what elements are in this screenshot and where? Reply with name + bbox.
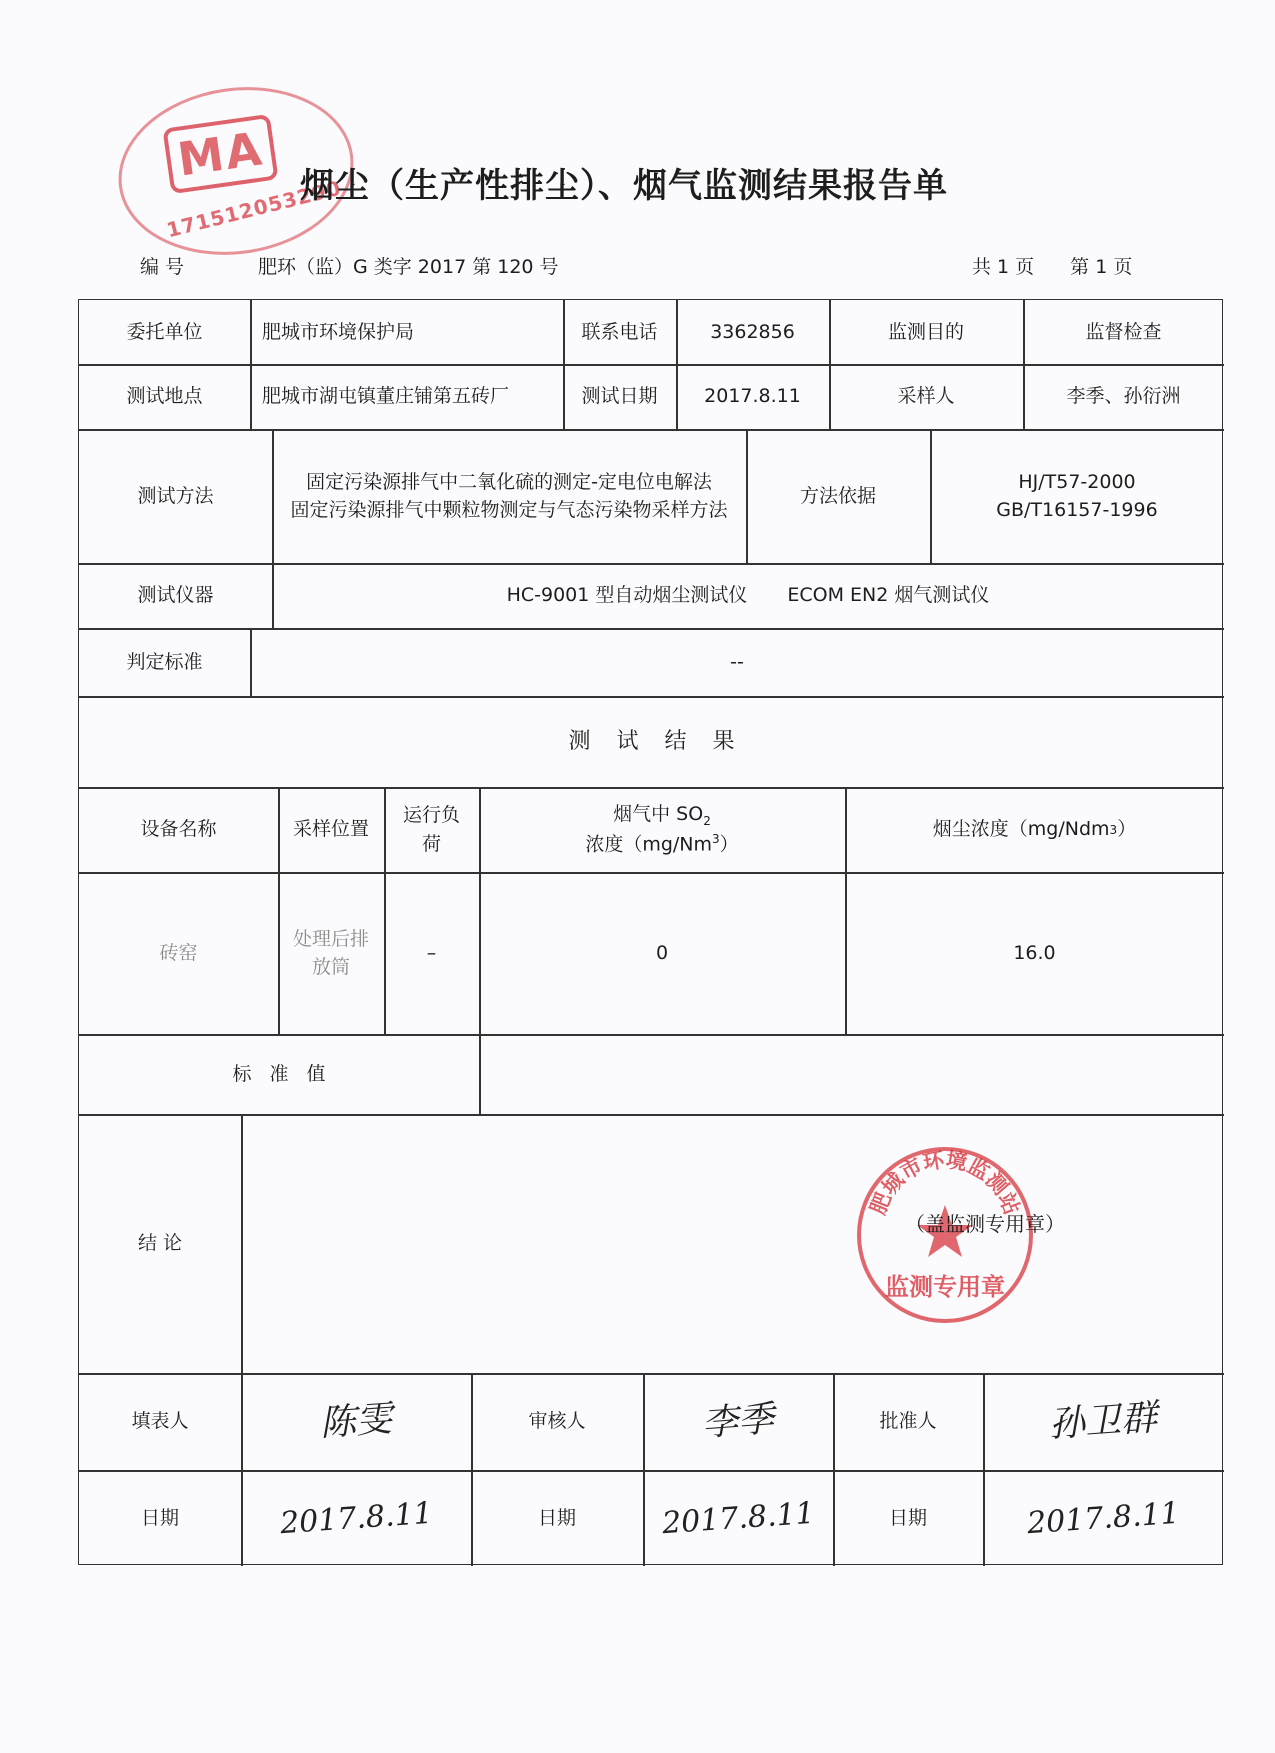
- th-dust-a: 烟尘浓度（mg/Ndm: [932, 818, 1110, 841]
- sampler-label: 采样人: [897, 385, 955, 408]
- method-basis: [930, 429, 1224, 563]
- td-position-line-2: 放筒: [311, 956, 350, 978]
- judgement-standard-value: --: [730, 650, 744, 673]
- method-label: 测试方法: [137, 484, 214, 507]
- td-so2: 0: [655, 941, 669, 964]
- th-dust-b: ）: [1117, 818, 1137, 841]
- seal-note: （盖监测专用章）: [905, 1212, 1065, 1236]
- report-title: 烟尘（生产性排尘）、烟气监测结果报告单: [300, 166, 948, 206]
- td-position-line-1: 处理后排: [292, 927, 369, 950]
- purpose-label: 监测目的: [887, 320, 964, 343]
- th-load-line-2: 荷: [421, 832, 441, 855]
- th-device: 设备名称: [140, 818, 217, 841]
- approver-signature: 孙卫群: [1048, 1396, 1159, 1446]
- th-so2-prefix: 烟气中 SO: [613, 803, 704, 826]
- filler-signature: 陈雯: [318, 1398, 394, 1444]
- instrument-1: HC-9001 型自动烟尘测试仪: [506, 584, 748, 607]
- method-line-2: 固定污染源排气中颗粒物测定与气态污染物采样方法: [290, 499, 728, 521]
- test-date-value: 2017.8.11: [704, 385, 801, 408]
- page-count: [972, 252, 1168, 279]
- reviewer-signature: 李季: [700, 1398, 776, 1444]
- ma-number: 171512053290: [164, 175, 344, 243]
- date-value-1: 2017.8.11: [278, 1495, 434, 1541]
- date-label-2: 日期: [537, 1506, 576, 1529]
- td-position: [278, 872, 384, 1034]
- results-heading: 测试结果: [568, 729, 761, 754]
- reviewer-signature-cell: [643, 1373, 833, 1470]
- site-value: 肥城市湖屯镇董庄铺第五砖厂: [262, 385, 510, 408]
- th-dust-sup: 3: [1109, 822, 1118, 837]
- date-value-3: 2017.8.11: [1026, 1495, 1181, 1541]
- filler-label: 填表人: [131, 1410, 189, 1433]
- seal-top-text: 肥城市环境监测站: [865, 1147, 1025, 1218]
- instrument-2: ECOM EN2 烟气测试仪: [787, 584, 990, 607]
- date-cell-3: [983, 1470, 1224, 1566]
- method-line-1: 固定污染源排气中二氧化硫的测定-定电位电解法: [306, 470, 712, 493]
- method-basis-1: HJ/T57-2000: [1018, 470, 1136, 493]
- th-so2-sub: 2: [703, 813, 711, 828]
- method-basis-label: 方法依据: [799, 484, 876, 507]
- standard-value-label: 标准值: [232, 1062, 344, 1085]
- date-label-3: 日期: [888, 1506, 927, 1529]
- td-dust: 16.0: [1013, 941, 1056, 964]
- th-so2-line-1: [613, 800, 711, 830]
- approver-label: 批准人: [879, 1410, 937, 1433]
- th-dust: [845, 787, 1224, 872]
- instrument-value: [272, 563, 1224, 628]
- th-so2-unit-b: ）: [719, 833, 739, 856]
- th-position: 采样位置: [292, 818, 369, 841]
- client-label: 委托单位: [126, 320, 203, 343]
- purpose-value: 监督检查: [1085, 320, 1162, 343]
- filler-signature-cell: [241, 1373, 471, 1470]
- date-cell-2: [643, 1470, 833, 1566]
- method-basis-2: GB/T16157-1996: [996, 499, 1158, 521]
- report-form: [78, 299, 1223, 1565]
- instrument-label: 测试仪器: [137, 584, 214, 607]
- th-so2-unit-a: 浓度（mg/Nm: [585, 833, 713, 856]
- client-value: 肥城市环境保护局: [262, 320, 415, 343]
- th-load: [384, 787, 479, 872]
- sampler-value: 李季、孙衍洲: [1066, 385, 1181, 408]
- test-date-label: 测试日期: [581, 385, 658, 408]
- serial-value: 肥环（监）G 类字 2017 第 120 号: [258, 256, 559, 278]
- serial-label: 编 号: [140, 256, 185, 278]
- approver-signature-cell: [983, 1373, 1224, 1470]
- td-load: –: [426, 941, 437, 964]
- td-device: 砖窑: [159, 941, 198, 964]
- ma-mark: MA: [162, 114, 278, 194]
- th-so2-line-2: [585, 830, 738, 859]
- th-load-line-1: 运行负: [402, 804, 460, 826]
- phone-value: 3362856: [710, 320, 795, 343]
- page-number: 第 1 页: [1070, 256, 1133, 278]
- date-label-1: 日期: [140, 1506, 179, 1529]
- th-so2: [479, 787, 845, 872]
- method-text: [272, 429, 746, 563]
- phone-label: 联系电话: [581, 320, 658, 343]
- th-so2-unit-sup: 3: [712, 831, 720, 846]
- date-cell-1: [241, 1470, 471, 1566]
- date-value-2: 2017.8.11: [660, 1495, 816, 1541]
- reviewer-label: 审核人: [528, 1410, 586, 1433]
- seal-bottom-text: 监测专用章: [885, 1273, 1005, 1301]
- judgement-standard-label: 判定标准: [126, 650, 203, 673]
- site-label: 测试地点: [126, 385, 203, 408]
- conclusion-label: 结 论: [137, 1232, 183, 1255]
- total-pages: 共 1 页: [972, 256, 1035, 278]
